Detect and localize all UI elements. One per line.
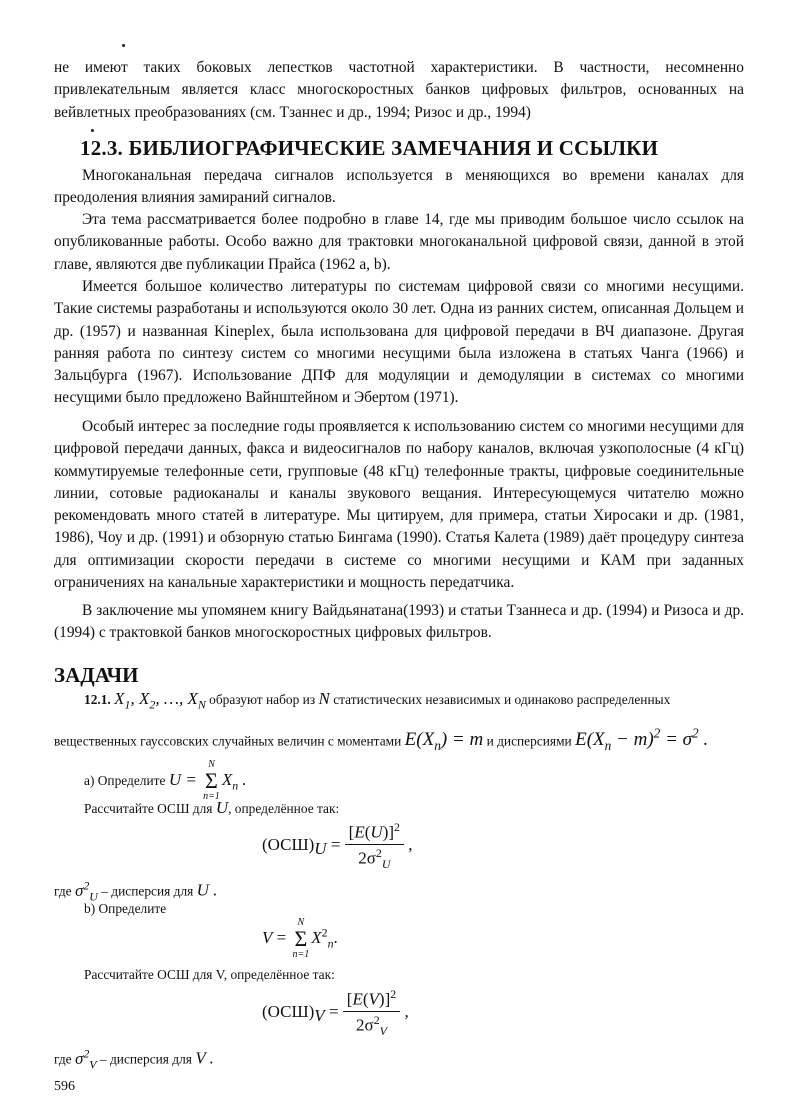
formula-mean: $E(X_n) = m$ [404,729,484,754]
formula-snr-v: $(ОСШ)_V$ = $\frac{[E(V)]^2}{2\sigma^2_V}$ , [262,987,409,1038]
formula-x-set: $X_1$, $X_2$, …, $X_N$ [114,689,206,712]
formula-sigma-v: $\sigma^2_V$ [74,1046,97,1072]
paragraph-multichannel: Многоканальная передача сигналов используется в меняющихся во времени каналах для преодоления влияния замираний сигналов. [54,167,744,207]
task-text: статистических независимых и одинаково распределенных [333,692,671,707]
task-part-b-where [54,1044,214,1073]
paragraph-literature: Имеется большое количество литературы по системам цифровой связи со многими несущими. Такие системы разработаны и используются около 30 лет. Одна из ранних систем, описанная Дольцем и др. (1957) и названная Kineplex, была использована для цифровой передачи в ВЧ диапазоне. Другая ранняя работа по синтезу систем со многими несущими была изложена в статьях Чанга (1966) и Зальцбурга (1967). Использование ДПФ для модуляции и демодуляции в системах со многими несущими было предложено Вайнштейном и Эбертом (1971). [54,278,744,407]
paragraph-topic: Эта тема рассматривается более подробно в главе 14, где мы приводим большое число ссылок на опубликованные работы. Особо важно для трактовки многоканальной цифровой связи, данной в этой главе, являются две публикации Прайса (1962 a, b). [54,211,744,273]
task-part-a [84,760,247,802]
formula-u-def: U = N Σ n=1 $X_n$ . [168,759,247,802]
snr-suffix: , определённое так: [228,801,340,816]
task-number: 12.1. [84,692,111,707]
formula-v: V . [195,1048,214,1068]
scan-speck [91,129,94,132]
task-line-2 [54,725,708,755]
sum-symbol: N Σ n=1 [292,917,310,960]
formula-snr-u: $(ОСШ)_U$ = $\frac{[E(U)]^2}{2\sigma^2_U}$ , [262,820,413,871]
formula-u: U [215,798,229,817]
task-text: и дисперсиями [486,733,572,749]
snr-text: Рассчитайте ОСШ для [84,801,213,816]
snr-symbol: (ОСШ) [262,834,315,854]
scan-speck [122,44,125,47]
task-part-b [84,900,166,918]
task-text: вещественных гауссовских случайных величин с моментами [54,733,402,749]
fraction: $\frac{[E(V)]^2}{2\sigma^2_V}$ [343,987,400,1039]
paragraph-interest: Особый интерес за последние годы проявляется к использованию систем со многими несущими для цифровой передачи данных, факса и видеосигналов по набору каналов, включая узкополосные (4 кГц) коммутируемые телефонные сети, групповые (48 кГц) телефонные тракты, цифровые соединительные линии, сотовые радиоканалы и каналы звукового вещания. Интересующемуся читателю можно рекомендовать много статей в литературе. Мы цитируем, для примера, статьи Хиросаки и др. (1981, 1986), Чоу и др. (1991) и обзорную статью Бингама (1990). Статья Калета (1989) даёт процедуру синтеза для оптимизации скорости передачи в системе со многими несущими и КАМ при заданных ограничениях на канальные характеристики и мощность передатчика. [54,418,744,592]
task-line-1 [84,690,670,713]
sum-symbol: N Σ n=1 [203,759,220,802]
paragraph-continuation: не имеют таких боковых лепестков частотной характеристики. В частности, несомненно привлекательным является класс многоскоростных банков цифровых фильтров, основанных на вейвлетных преобразованиях (см. Тзаннес и др., 1994; Ризос и др., 1994) [54,59,744,121]
paragraph-conclusion: В заключение мы упомянем книгу Вайдьянатана(1993) и статьи Тзаннеса и др. (1994) и Ризоса и др. (1994) с трактовкой банков многоскоростных цифровых фильтров. [54,602,744,642]
tasks-heading: ЗАДАЧИ [54,663,139,687]
part-a-label: а) Определите [84,772,166,788]
formula-n: N [318,689,330,708]
snr-symbol: (ОСШ) [262,1001,315,1021]
part-b-label: b) Определите [84,901,167,916]
where-text: – дисперсия для [99,1051,192,1067]
formula-variance: $E(X_n - m)^2 = \sigma^2$ . [575,726,709,754]
fraction: $\frac{[E(U)]^2}{2\sigma^2_U}$ [345,820,404,872]
task-part-b-snr: Рассчитайте ОСШ для V, определённое так: [84,967,335,982]
task-text: образуют набор из [209,692,316,707]
where-label: где [54,883,72,899]
formula-sigma-u: $\sigma^2_U$ [74,878,98,904]
formula-v-def: V = N Σ n=1 $X^2_n$. [262,917,338,960]
page-number: 596 [54,1079,75,1094]
task-part-a-snr [84,799,339,818]
formula-u: U . [196,880,218,900]
where-label: где [54,1051,72,1067]
section-title: 12.3. БИБЛИОГРАФИЧЕСКИЕ ЗАМЕЧАНИЯ И ССЫЛКИ [80,136,659,160]
where-text: – дисперсия для [101,883,194,899]
